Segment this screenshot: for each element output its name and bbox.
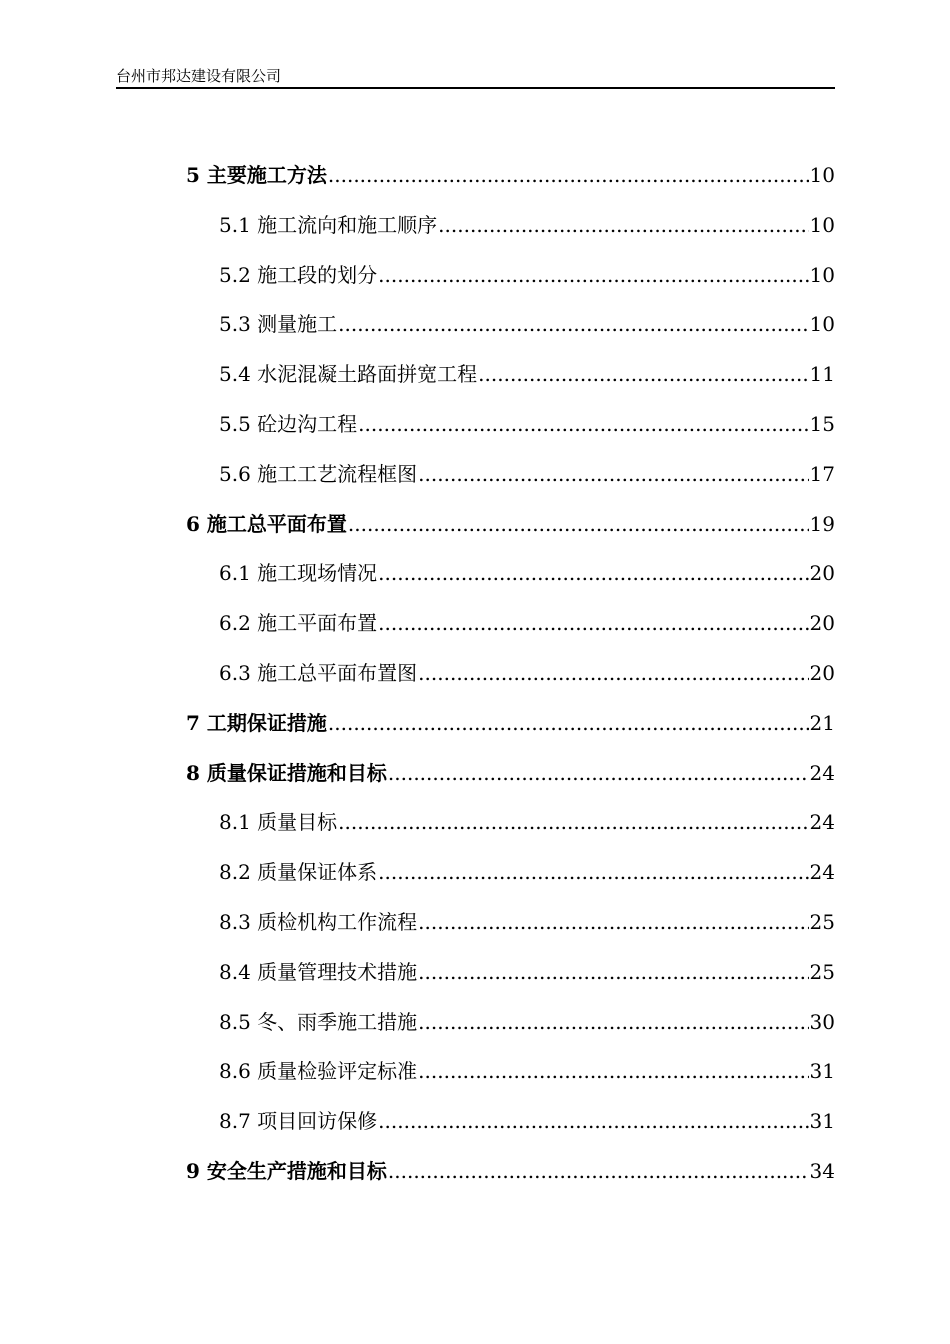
toc-entry-text: 砼边沟工程 <box>257 412 358 436</box>
toc-entry-page: 25 <box>809 959 835 984</box>
toc-entry-number: 8.3 <box>219 910 251 934</box>
toc-entry[interactable] <box>219 255 835 295</box>
toc-dot-leader <box>418 1051 808 1091</box>
toc-entry-title <box>219 603 377 643</box>
toc-dot-leader <box>388 1151 809 1191</box>
toc-dot-leader <box>358 404 808 444</box>
toc-entry-page: 10 <box>809 212 835 237</box>
toc-entry-page: 20 <box>809 561 835 586</box>
toc-entry-page: 15 <box>809 412 835 436</box>
toc-entry-title <box>186 155 327 195</box>
toc-entry[interactable] <box>219 603 835 643</box>
toc-entry-text: 工期保证措施 <box>206 710 327 735</box>
toc-entry-title <box>219 354 477 394</box>
toc-dot-leader <box>378 553 808 593</box>
toc-entry-page: 24 <box>809 810 835 835</box>
toc-entry-text: 冬、雨季施工措施 <box>257 1009 418 1034</box>
toc-entry-text: 质量保证体系 <box>257 860 378 885</box>
toc-entry-title <box>219 952 417 992</box>
toc-entry[interactable] <box>186 504 835 544</box>
page-header <box>116 66 835 89</box>
toc-entry-number: 5.1 <box>219 212 251 237</box>
toc-entry-number: 5.6 <box>219 461 251 486</box>
toc-entry[interactable] <box>219 902 835 942</box>
toc-entry-page: 24 <box>809 760 835 785</box>
toc-entry[interactable] <box>186 155 835 195</box>
toc-entry[interactable] <box>219 952 835 992</box>
toc-entry-text: 施工总平面布置 <box>206 511 347 536</box>
toc-entry-page: 30 <box>809 1009 835 1034</box>
toc-entry[interactable] <box>219 1101 835 1141</box>
toc-entry-title <box>219 404 357 444</box>
toc-entry-text: 质量检验评定标准 <box>257 1059 418 1084</box>
toc-dot-leader <box>478 354 808 394</box>
toc-entry-text: 质量目标 <box>257 810 338 835</box>
toc-dot-leader <box>418 902 808 942</box>
toc-entry-title <box>186 753 387 793</box>
toc-entry-number: 5 <box>186 163 200 187</box>
toc-dot-leader <box>378 852 808 892</box>
toc-dot-leader <box>378 1101 808 1141</box>
toc-entry-title <box>219 1002 417 1042</box>
toc-entry-text: 质量保证措施和目标 <box>206 760 387 785</box>
toc-entry-text: 施工工艺流程框图 <box>257 461 418 486</box>
toc-entry-number: 5.3 <box>219 312 251 337</box>
toc-entry-number: 8.5 <box>219 1009 251 1034</box>
toc-entry-title <box>186 703 327 743</box>
toc-entry-page: 10 <box>809 312 835 337</box>
toc-entry-number: 9 <box>186 1159 200 1183</box>
toc-entry-title <box>219 1101 377 1141</box>
toc-dot-leader <box>388 753 809 793</box>
toc-dot-leader <box>348 504 809 544</box>
toc-dot-leader <box>418 454 808 494</box>
toc-entry-page: 11 <box>809 362 835 387</box>
toc-entry-number: 5.2 <box>219 262 251 287</box>
toc-entry-text: 施工平面布置 <box>257 611 378 636</box>
toc-entry-page: 31 <box>809 1109 835 1134</box>
toc-entry[interactable] <box>186 753 835 793</box>
toc-entry-text: 施工段的划分 <box>257 262 378 287</box>
toc-entry-title <box>219 1051 417 1091</box>
toc-entry[interactable] <box>219 852 835 892</box>
toc-entry-page: 25 <box>809 910 835 934</box>
toc-entry-title <box>219 553 377 593</box>
toc-entry-number: 5.5 <box>219 412 251 436</box>
toc-entry-number: 8.2 <box>219 860 251 885</box>
toc-entry-text: 安全生产措施和目标 <box>206 1159 387 1183</box>
toc-dot-leader <box>338 304 808 344</box>
toc-entry-text: 水泥混凝土路面拼宽工程 <box>257 362 478 387</box>
toc-entry-number: 8 <box>186 760 200 785</box>
toc-dot-leader <box>378 255 808 295</box>
toc-entry-page: 31 <box>809 1059 835 1084</box>
toc-entry-text: 施工总平面布置图 <box>257 661 418 685</box>
toc-dot-leader <box>438 205 808 245</box>
toc-dot-leader <box>418 952 808 992</box>
toc-entry-text: 施工现场情况 <box>257 561 378 586</box>
toc-entry-page: 10 <box>809 163 835 187</box>
toc-entry-title <box>219 902 417 942</box>
toc-entry[interactable] <box>219 802 835 842</box>
toc-dot-leader <box>338 802 808 842</box>
toc-entry-title <box>219 205 437 245</box>
toc-entry-page: 17 <box>809 461 835 486</box>
toc-entry-page: 20 <box>809 611 835 636</box>
toc-entry-number: 8.4 <box>219 959 251 984</box>
toc-entry-number: 6.2 <box>219 611 251 636</box>
toc-entry-page: 20 <box>809 661 835 685</box>
toc-entry-title <box>219 802 337 842</box>
toc-dot-leader <box>418 653 808 693</box>
toc-entry-number: 8.6 <box>219 1059 251 1084</box>
toc-dot-leader <box>418 1002 808 1042</box>
toc-entry[interactable] <box>219 454 835 494</box>
toc-entry-page: 24 <box>809 860 835 885</box>
toc-entry-number: 8.1 <box>219 810 251 835</box>
toc-entry-title <box>186 504 347 544</box>
toc-entry-number: 8.7 <box>219 1109 251 1134</box>
toc-entry-page: 34 <box>809 1159 835 1183</box>
toc-entry[interactable] <box>219 1051 835 1091</box>
toc-entry-title <box>219 255 377 295</box>
toc-entry[interactable] <box>186 1151 835 1191</box>
company-name: 台州市邦达建设有限公司 <box>116 67 282 85</box>
toc-entry-number: 7 <box>186 710 200 735</box>
toc-entry-page: 10 <box>809 262 835 287</box>
toc-entry[interactable] <box>219 653 835 693</box>
toc-entry[interactable] <box>219 354 835 394</box>
toc-entry-title <box>219 304 337 344</box>
toc-entry[interactable] <box>219 205 835 245</box>
toc-entry-number: 6 <box>186 511 200 536</box>
toc-entry-text: 项目回访保修 <box>257 1109 378 1134</box>
toc-entry-number: 6.3 <box>219 661 251 685</box>
toc-entry[interactable] <box>219 1002 835 1042</box>
toc-entry[interactable] <box>219 304 835 344</box>
toc-entry[interactable] <box>186 703 835 743</box>
toc-dot-leader <box>378 603 808 643</box>
toc-entry-text: 施工流向和施工顺序 <box>257 212 438 237</box>
toc-entry-title <box>186 1151 387 1191</box>
toc-entry-text: 测量施工 <box>257 312 338 337</box>
toc-entry-number: 6.1 <box>219 561 251 586</box>
toc-entry-page: 21 <box>809 710 835 735</box>
toc-entry[interactable] <box>219 404 835 444</box>
toc-entry-text: 主要施工方法 <box>206 163 327 187</box>
toc-entry-number: 5.4 <box>219 362 251 387</box>
toc-entry-title <box>219 852 377 892</box>
toc-dot-leader <box>328 703 809 743</box>
toc-entry-text: 质检机构工作流程 <box>257 910 418 934</box>
toc-entry[interactable] <box>219 553 835 593</box>
toc-entry-text: 质量管理技术措施 <box>257 959 418 984</box>
toc-entry-page: 19 <box>809 511 835 536</box>
toc-entry-title <box>219 653 417 693</box>
toc-entry-title <box>219 454 417 494</box>
toc-dot-leader <box>328 155 809 195</box>
